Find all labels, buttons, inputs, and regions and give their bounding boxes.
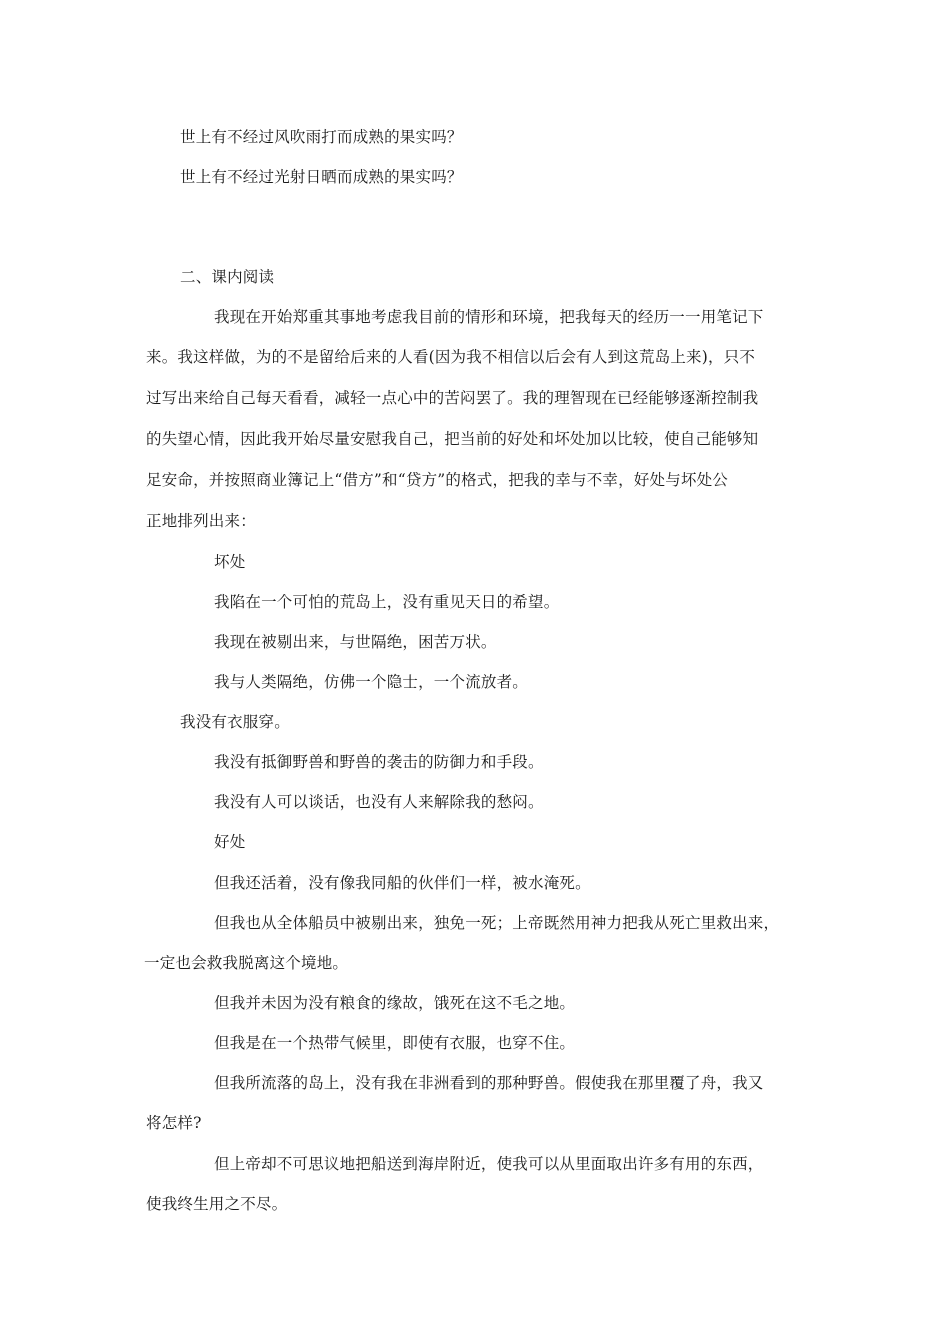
good-item: 使我终生用之不尽。	[146, 1195, 288, 1213]
passage-line: 正地排列出来：	[146, 512, 256, 530]
intro-question-1: 世上有不经过风吹雨打而成熟的果实吗？	[180, 128, 463, 146]
section-heading: 二、课内阅读	[180, 268, 275, 286]
bad-item: 我没有衣服穿。	[180, 713, 290, 731]
good-item: 但我所流落的岛上，没有我在非洲看到的那种野兽。假使我在那里覆了舟，我又	[214, 1074, 764, 1092]
good-item: 一定也会救我脱离这个境地。	[144, 954, 349, 972]
good-item: 将怎样?	[146, 1114, 202, 1132]
bad-label: 坏处	[214, 553, 246, 571]
bad-item: 我没有抵御野兽和野兽的袭击的防御力和手段。	[214, 753, 544, 771]
passage-line: 来。我这样做，为的不是留给后来的人看(因为我不相信以后会有人到这荒岛上来)，只不	[146, 348, 756, 366]
passage-line: 足安命，并按照商业簿记上“借方”和“贷方”的格式，把我的幸与不幸，好处与坏处公	[146, 471, 728, 489]
good-item: 但我还活着，没有像我同船的伙伴们一样，被水淹死。	[214, 874, 591, 892]
good-item: 但我也从全体船员中被剔出来，独免一死；上帝既然用神力把我从死亡里救出来，	[214, 914, 780, 932]
passage-line: 过写出来给自己每天看看，减轻一点心中的苦闷罢了。我的理智现在已经能够逐渐控制我	[146, 389, 759, 407]
bad-item: 我与人类隔绝，仿佛一个隐士，一个流放者。	[214, 673, 529, 691]
intro-question-2: 世上有不经过光射日晒而成熟的果实吗？	[180, 168, 463, 186]
good-item: 但我是在一个热带气候里，即使有衣服，也穿不住。	[214, 1034, 576, 1052]
good-item: 但我并未因为没有粮食的缘故，饿死在这不毛之地。	[214, 994, 576, 1012]
bad-item: 我没有人可以谈话，也没有人来解除我的愁闷。	[214, 793, 544, 811]
bad-item: 我陷在一个可怕的荒岛上，没有重见天日的希望。	[214, 593, 560, 611]
passage-line: 的失望心情，因此我开始尽量安慰我自己，把当前的好处和坏处加以比较，使自己能够知	[146, 430, 759, 448]
good-item: 但上帝却不可思议地把船送到海岸附近，使我可以从里面取出许多有用的东西，	[214, 1155, 764, 1173]
bad-item: 我现在被剔出来，与世隔绝，困苦万状。	[214, 633, 497, 651]
good-label: 好处	[214, 833, 246, 851]
passage-line: 我现在开始郑重其事地考虑我目前的情形和环境，把我每天的经历一一用笔记下	[214, 308, 764, 326]
